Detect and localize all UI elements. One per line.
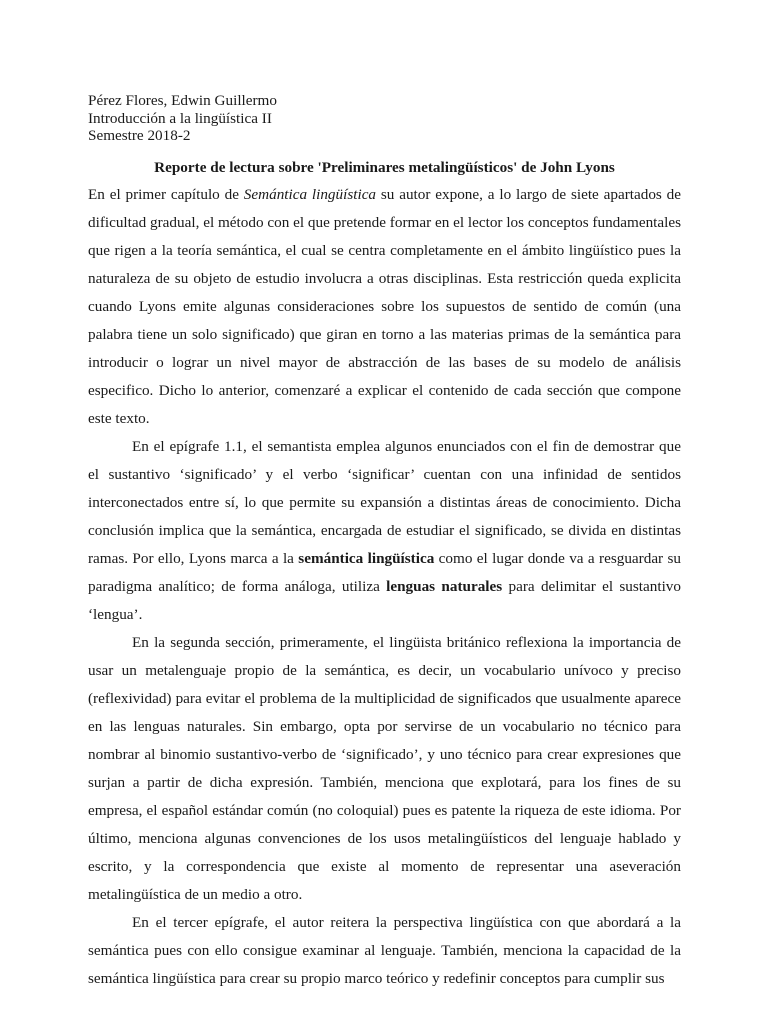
document-title: Reporte de lectura sobre 'Preliminares metalingüísticos' de John Lyons <box>154 158 615 176</box>
author-name: Pérez Flores, Edwin Guillermo <box>88 92 277 109</box>
paragraph-1-text-c: su autor expone, a lo largo de siete apartados de dificultad gradual, el método con el que pretende formar en el lector los conceptos fundamentales que rigen a la teoría semántica, el cual se centra completamente en el ámbito lingüístico pues la naturaleza de su objeto de estudio involucra a otras disciplinas. Esta restricción queda explicita cuando Lyons emite algunas consideraciones sobre los supuestos de sentido de común (una palabra tiene un solo significado) que giran en torno a las materias primas de la semántica para introducir o lograr un nivel mayor de abstracción de las bases de su modelo de análisis especifico. Dicho lo anterior, comenzaré a explicar el contenido de cada sección que compone este texto. <box>88 185 681 427</box>
paragraph-3: En la segunda sección, primeramente, el lingüista británico reflexiona la importancia de usar un metalenguaje propio de la semántica, es decir, un vocabulario unívoco y preciso (reflexividad) para evitar el problema de la multiplicidad de significados que usualmente aparece en las lenguas naturales. Sin embargo, opta por servirse de un vocabulario no técnico para nombrar al binomio sustantivo-verbo de ‘significado’, y uno técnico para crear expresiones que surjan a partir de dicha expresión. También, menciona que explotará, para los fines de su empresa, el español estándar común (no coloquial) pues es patente la riqueza de este idioma. Por último, menciona algunas convenciones de los usos metalingüísticos del lenguaje hablado y escrito, y la correspondencia que existe al momento de representar una aseveración metalingüística de un medio a otro. <box>88 633 681 903</box>
course-name: Introducción a la lingüística II <box>88 109 272 127</box>
document-page <box>88 92 681 993</box>
paragraph-1 <box>88 181 681 433</box>
semester: Semestre 2018-2 <box>88 127 191 144</box>
paragraph-2-text-a: En el epígrafe 1.1, el semantista emplea algunos enunciados con el fin de demostrar que el sustantivo ‘significado’ y el verbo ‘significar’ cuentan con una infinidad de sentidos interconectados entre sí, lo que permite su expansión a distintas áreas de conocimiento. Dicha conclusión implica que la semántica, encargada de estudiar el significado, se divida en distintas ramas. Por ello, Lyons marca a la <box>88 437 681 567</box>
bold-term-semantica: semántica lingüística <box>298 549 435 567</box>
book-title: Semántica lingüística <box>243 185 377 203</box>
paragraph-2-text-e: para delimitar el sustantivo ‘lengua’. <box>88 577 681 623</box>
bold-term-lenguas: lenguas naturales <box>386 577 503 595</box>
paragraph-2 <box>88 433 681 629</box>
paragraph-4: En el tercer epígrafe, el autor reitera la perspectiva lingüística con que abordará a la semántica pues con ello consigue examinar al lenguaje. También, menciona la capacidad de la semántica lingüística para crear su propio marco teórico y redefinir conceptos para cumplir sus <box>88 913 681 987</box>
paragraph-2-text-c: como el lugar donde va a resguardar su paradigma analítico; de forma análoga, utiliza <box>88 549 681 595</box>
paragraph-1-text-a: En el primer capítulo de <box>88 185 244 203</box>
